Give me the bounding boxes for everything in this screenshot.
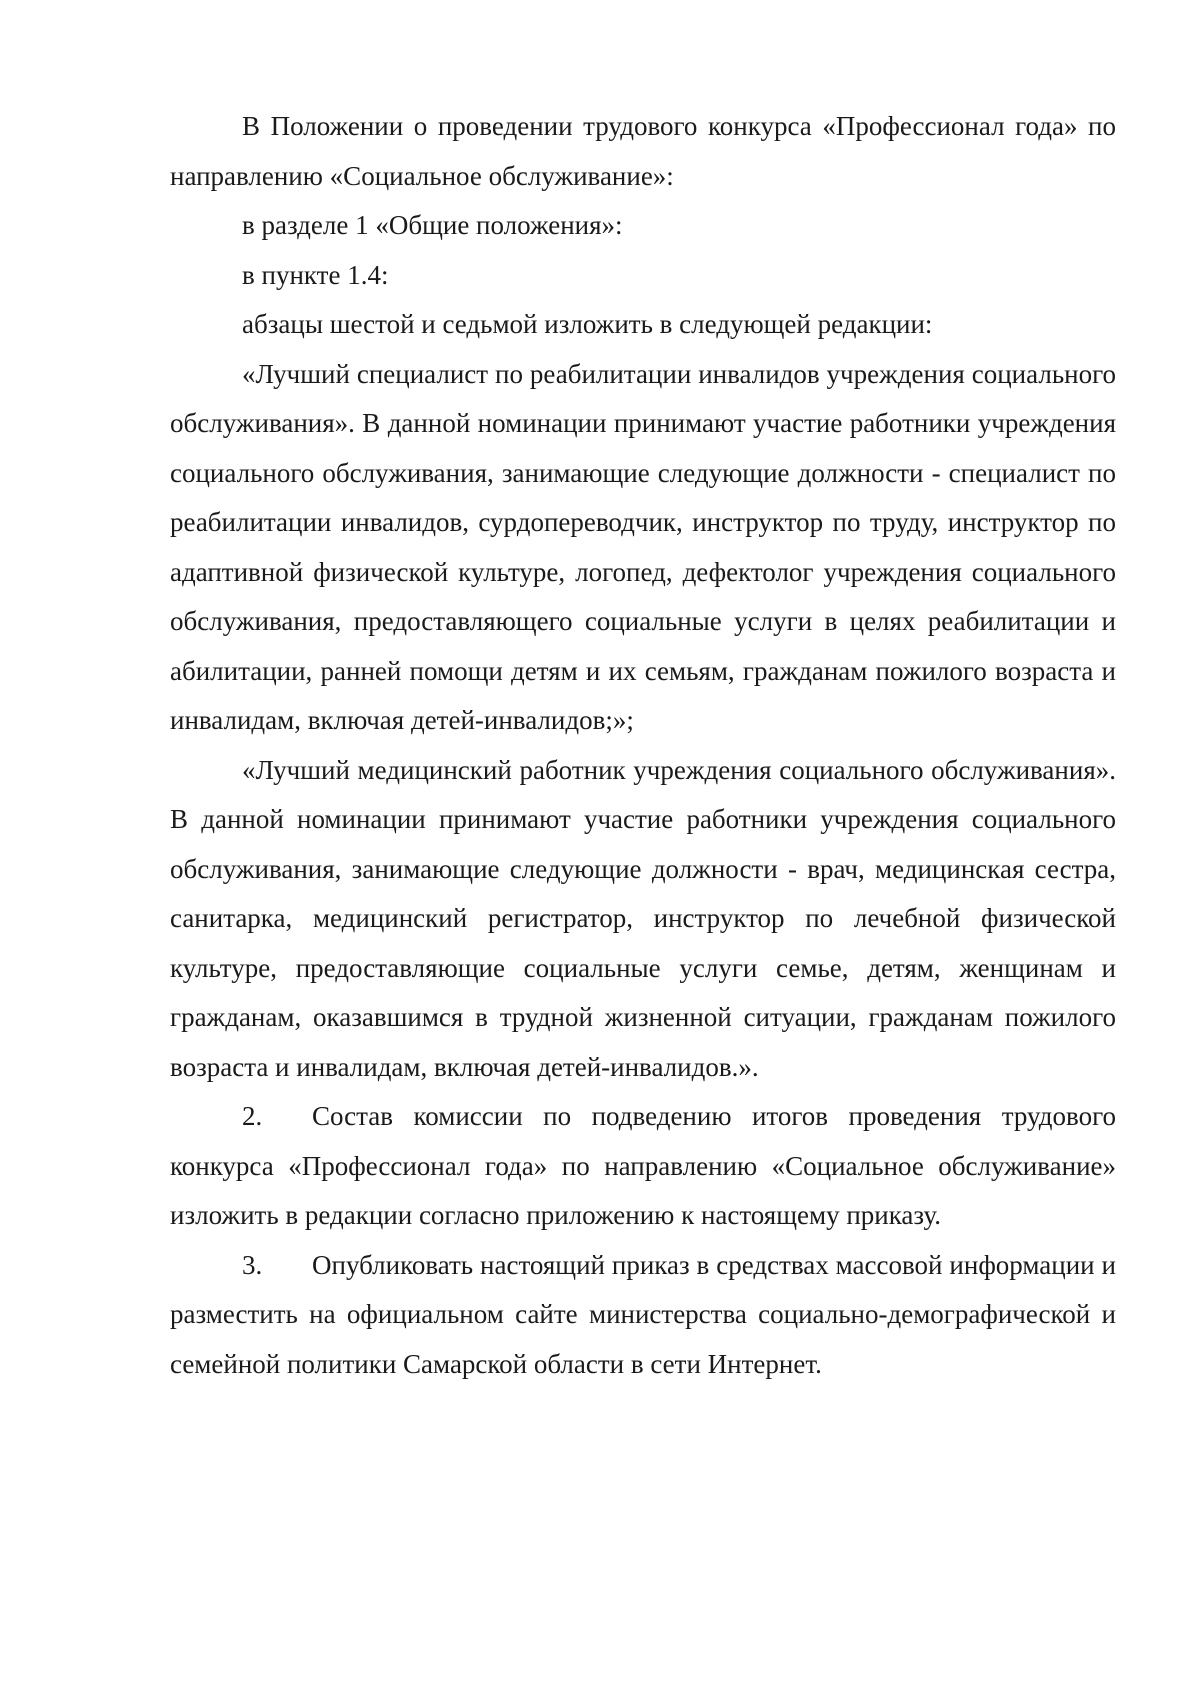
numbered-item-3	[170, 1241, 1116, 1390]
paragraph-medical-nomination: «Лучший медицинский работник учреждения социального обслуживания». В данной номинации принимают участие работники учреждения социального обслуживания, занимающие следующие должности - врач, медицинская сестра, санитарка, медицинский регистратор, инструктор по лечебной физической культуре, предоставляющие социальные услуги семье, детям, женщинам и гражданам, оказавшимся в трудной жизненной ситуации, гражданам пожилого возраста и инвалидам, включая детей-инвалидов.».	[170, 754, 1116, 1082]
paragraph-intro: В Положении о проведении трудового конкурса «Профессионал года» по направлению «Социальное обслуживание»:	[170, 111, 1116, 191]
item-text: Состав комиссии по подведению итогов проведения трудового конкурса «Профессионал года» по направлению «Социальное обслуживание» изложить в редакции согласно приложению к настоящему приказу.	[170, 1101, 1116, 1230]
item-number: 2.	[242, 1101, 263, 1131]
paragraph-rehab-nomination: «Лучший специалист по реабилитации инвалидов учреждения социального обслуживания». В данной номинации принимают участие работники учреждения социального обслуживания, занимающие следующие должности - специалист по реабилитации инвалидов, сурдопереводчик, инструктор по труду, инструктор по адаптивной физической культуре, логопед, дефектолог учреждения социального обслуживания, предоставляющего социальные услуги в целях реабилитации и абилитации, ранней помощи детям и их семьям, гражданам пожилого возраста и инвалидам, включая детей-инвалидов;»;	[170, 358, 1116, 735]
paragraph-clause: в пункте 1.4:	[242, 259, 389, 290]
paragraph-instruction: абзацы шестой и седьмой изложить в следующей редакции:	[242, 309, 933, 339]
paragraph-section: в разделе 1 «Общие положения»:	[242, 210, 623, 240]
item-text: Опубликовать настоящий приказ в средствах массовой информации и разместить на официальном сайте министерства социально-демографической и семейной политики Самарской области в сети Интернет.	[170, 1249, 1116, 1379]
item-number: 3.	[242, 1249, 263, 1280]
numbered-item-2	[170, 1092, 1116, 1241]
document-body	[170, 102, 1116, 1389]
